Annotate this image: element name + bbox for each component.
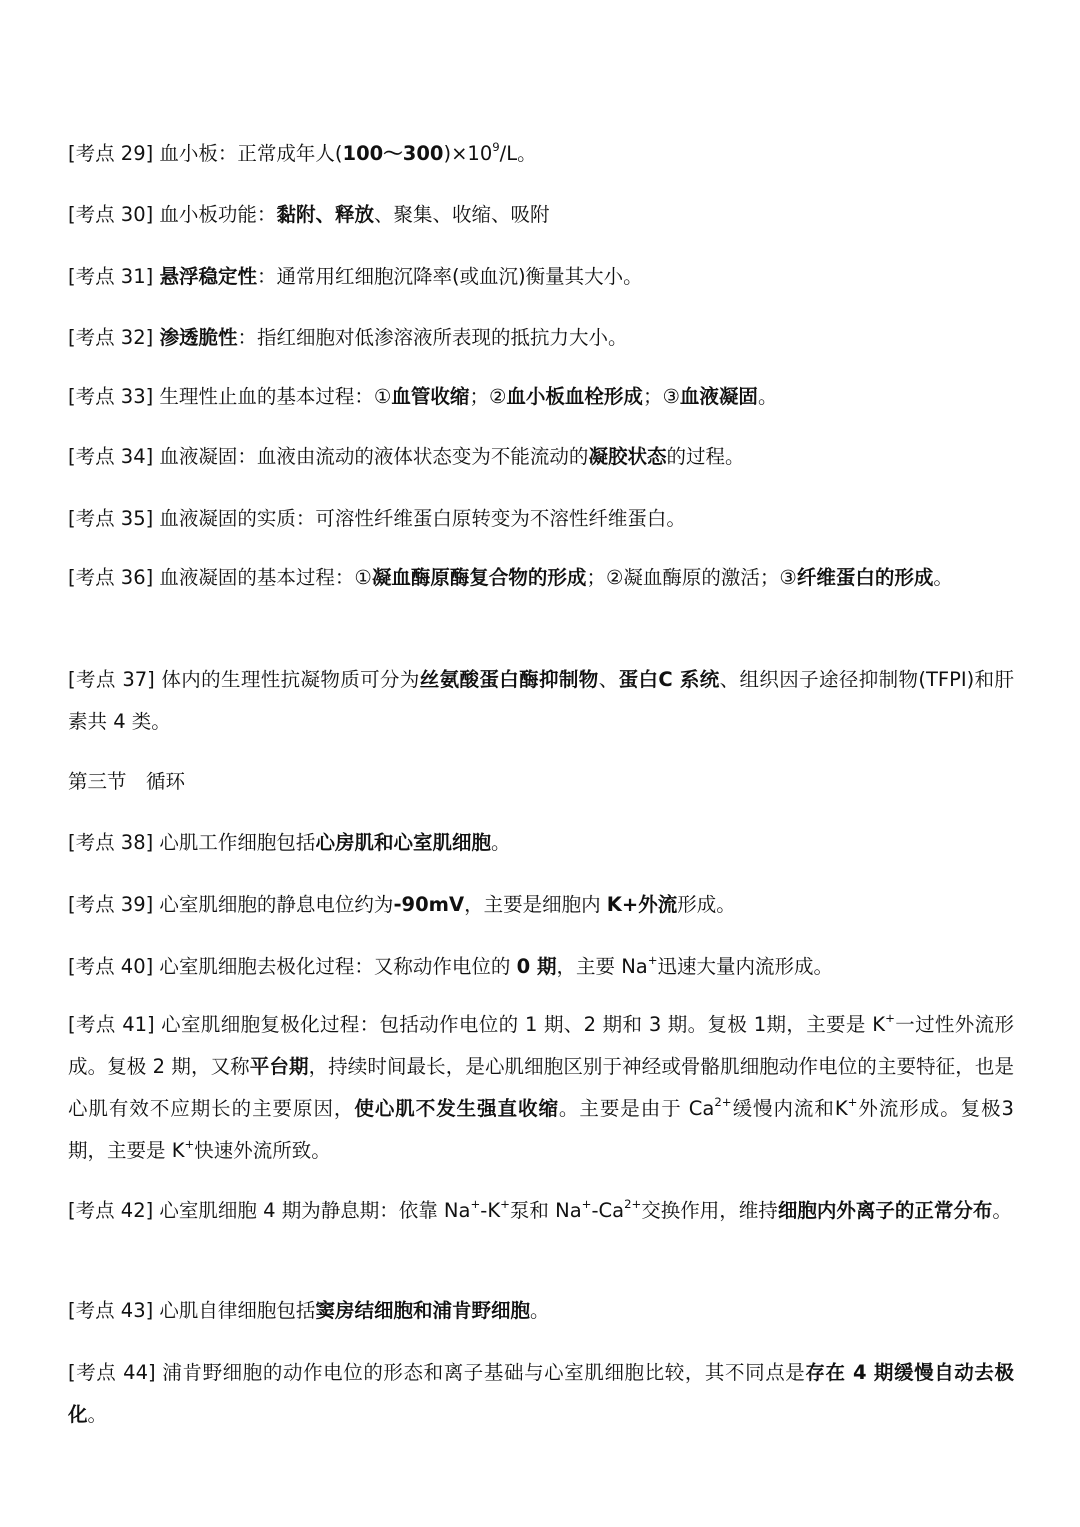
point-label: [考点 40]	[68, 955, 154, 978]
body-text: 。	[757, 385, 778, 408]
body-text: 心室肌细胞复极化过程：包括动作电位的 1 期、2 期和 3 期。复极 1期，主要是 K	[154, 1013, 886, 1036]
body-text: -Ca	[591, 1199, 625, 1222]
body-text: 缓慢内流和K	[731, 1097, 848, 1120]
point-label: [考点 43]	[68, 1299, 154, 1322]
body-text: 血小板：正常成年人(	[153, 142, 343, 165]
body-text: 外流形成。复极3 期，主要是 K	[68, 1097, 1014, 1162]
body-text: 第三节 循环	[68, 770, 186, 793]
emphasis-text: 蛋白C 系统	[618, 668, 720, 691]
body-text: 心室肌细胞去极化过程：又称动作电位的	[153, 955, 517, 978]
body-text: 生理性止血的基本过程：①	[153, 385, 392, 408]
body-text: 、组织因子途径抑制物(TFPI)和肝素共 4 类。	[68, 668, 1014, 733]
body-text: -K	[480, 1199, 501, 1222]
paragraph-point-30	[68, 194, 1014, 236]
body-text: 。	[87, 1403, 108, 1426]
emphasis-text: 平台期	[249, 1055, 309, 1078]
point-label: [考点 35]	[68, 507, 154, 530]
body-text: 快速外流所致。	[194, 1139, 331, 1162]
superscript: +	[581, 1197, 592, 1212]
paragraph-point-44	[68, 1352, 1014, 1436]
emphasis-text: 血管收缩	[391, 385, 470, 408]
body-text: 心室肌细胞 4 期为静息期：依靠 Na	[153, 1199, 471, 1222]
superscript: +	[885, 1011, 895, 1026]
superscript: +	[647, 953, 658, 968]
point-label: [考点 36]	[68, 566, 154, 589]
emphasis-text: 血液凝固	[679, 385, 758, 408]
body-text: 的过程。	[666, 445, 745, 468]
paragraph-point-39	[68, 884, 1014, 926]
paragraph-point-43	[68, 1290, 1014, 1332]
emphasis-text: 纤维蛋白的形成	[796, 566, 934, 589]
paragraph-point-33	[68, 376, 1014, 418]
body-text: 血液凝固的基本过程：①	[153, 566, 372, 589]
paragraph-point-32	[68, 317, 1014, 359]
body-text: 、	[598, 668, 619, 691]
body-text: /L。	[499, 142, 537, 165]
superscript: 2+	[714, 1095, 732, 1110]
superscript: +	[470, 1197, 481, 1212]
body-text: 形成。	[677, 893, 736, 916]
point-label: [考点 30]	[68, 203, 154, 226]
emphasis-text: 凝血酶原酶复合物的形成	[371, 566, 587, 589]
emphasis-text: 悬浮稳定性	[159, 265, 257, 288]
body-text: 。	[933, 566, 953, 589]
body-text: ：指红细胞对低渗溶液所表现的抵抗力大小。	[237, 326, 628, 349]
body-text: 交换作用，维持	[641, 1199, 778, 1222]
emphasis-text: 细胞内外离子的正常分布	[777, 1199, 993, 1222]
point-label: [考点 39]	[68, 893, 154, 916]
superscript: +	[184, 1137, 195, 1152]
body-text: ，主要 Na	[556, 955, 648, 978]
body-text: 浦肯野细胞的动作电位的形态和离子基础与心室肌细胞比较，其不同点是	[155, 1361, 806, 1384]
paragraph-point-40	[68, 946, 1014, 988]
body-text: 。	[992, 1199, 1012, 1222]
point-label: [考点 33]	[68, 385, 154, 408]
emphasis-text: 渗透脆性	[159, 326, 238, 349]
paragraph-point-37	[68, 659, 1014, 743]
emphasis-text: 存在 4 期缓慢自动去极化	[68, 1361, 1014, 1426]
superscript: +	[500, 1197, 510, 1212]
emphasis-text: 凝胶状态	[588, 445, 667, 468]
point-label: [考点 34]	[68, 445, 154, 468]
emphasis-text: 0 期	[516, 955, 557, 978]
emphasis-text: 窦房结细胞和浦肯野细胞	[315, 1299, 530, 1322]
body-text: 体内的生理性抗凝物质可分为	[154, 668, 420, 691]
body-text: 血液凝固：血液由流动的液体状态变为不能流动的	[153, 445, 589, 468]
paragraph-point-36	[68, 557, 1014, 599]
emphasis-text: -90mV	[393, 893, 465, 916]
superscript: 9	[492, 140, 500, 155]
body-text: 心室肌细胞的静息电位约为	[153, 893, 394, 916]
point-label: [考点 38]	[68, 831, 154, 854]
body-text: 。主要是由于 Ca	[558, 1097, 715, 1120]
body-text: 。	[490, 831, 511, 854]
body-text: ：通常用红细胞沉降率(或血沉)衡量其大小。	[256, 265, 643, 288]
body-text: ，持续时间最长，是心肌细胞区别于神经或骨骼肌细胞动作电位的主要特征，也是心肌有效不应期长的主要原因，	[68, 1055, 1014, 1120]
emphasis-text: 血小板血栓形成	[506, 385, 643, 408]
body-text: 血液凝固的实质：可溶性纤维蛋白原转变为不溶性纤维蛋白。	[153, 507, 686, 530]
paragraph-point-35	[68, 498, 1014, 540]
point-label: [考点 42]	[68, 1199, 154, 1222]
emphasis-text: K+外流	[606, 893, 678, 916]
section-heading-circulation	[68, 761, 1014, 803]
superscript: 2+	[624, 1197, 642, 1212]
body-text: 迅速大量内流形成。	[657, 955, 834, 978]
paragraph-point-29	[68, 133, 1014, 175]
body-text: 心肌自律细胞包括	[153, 1299, 316, 1322]
point-label: [考点 37]	[68, 668, 155, 691]
paragraph-point-42	[68, 1190, 1014, 1232]
body-text: 泵和 Na	[509, 1199, 582, 1222]
paragraph-point-38	[68, 822, 1014, 864]
body-text: ，主要是细胞内	[464, 893, 607, 916]
superscript: +	[847, 1095, 858, 1110]
body-text: 、聚集、收缩、吸附	[373, 203, 550, 226]
point-label: [考点 41]	[68, 1013, 155, 1036]
body-text: 血小板功能：	[153, 203, 277, 226]
body-text: ；②	[469, 385, 507, 408]
emphasis-text: 心房肌和心室肌细胞	[315, 831, 491, 854]
emphasis-text: 黏附、释放	[276, 203, 374, 226]
body-text: 。	[529, 1299, 550, 1322]
paragraph-point-31	[68, 256, 1014, 298]
paragraph-point-41	[68, 1004, 1014, 1172]
point-label: [考点 44]	[68, 1361, 156, 1384]
emphasis-text: 100～300	[342, 142, 444, 165]
emphasis-text: 使心肌不发生强直收缩	[354, 1097, 559, 1120]
body-text: )×10	[443, 142, 493, 165]
point-label: [考点 31]	[68, 265, 154, 288]
point-label: [考点 29]	[68, 142, 154, 165]
point-label: [考点 32]	[68, 326, 154, 349]
body-text: ；③	[642, 385, 680, 408]
emphasis-text: 丝氨酸蛋白酶抑制物	[419, 668, 599, 691]
body-text: 一过性外流形成。复极 2 期，又称	[68, 1013, 1014, 1078]
paragraph-point-34	[68, 436, 1014, 478]
body-text: 心肌工作细胞包括	[153, 831, 316, 854]
body-text: ；②凝血酶原的激活；③	[586, 566, 797, 589]
